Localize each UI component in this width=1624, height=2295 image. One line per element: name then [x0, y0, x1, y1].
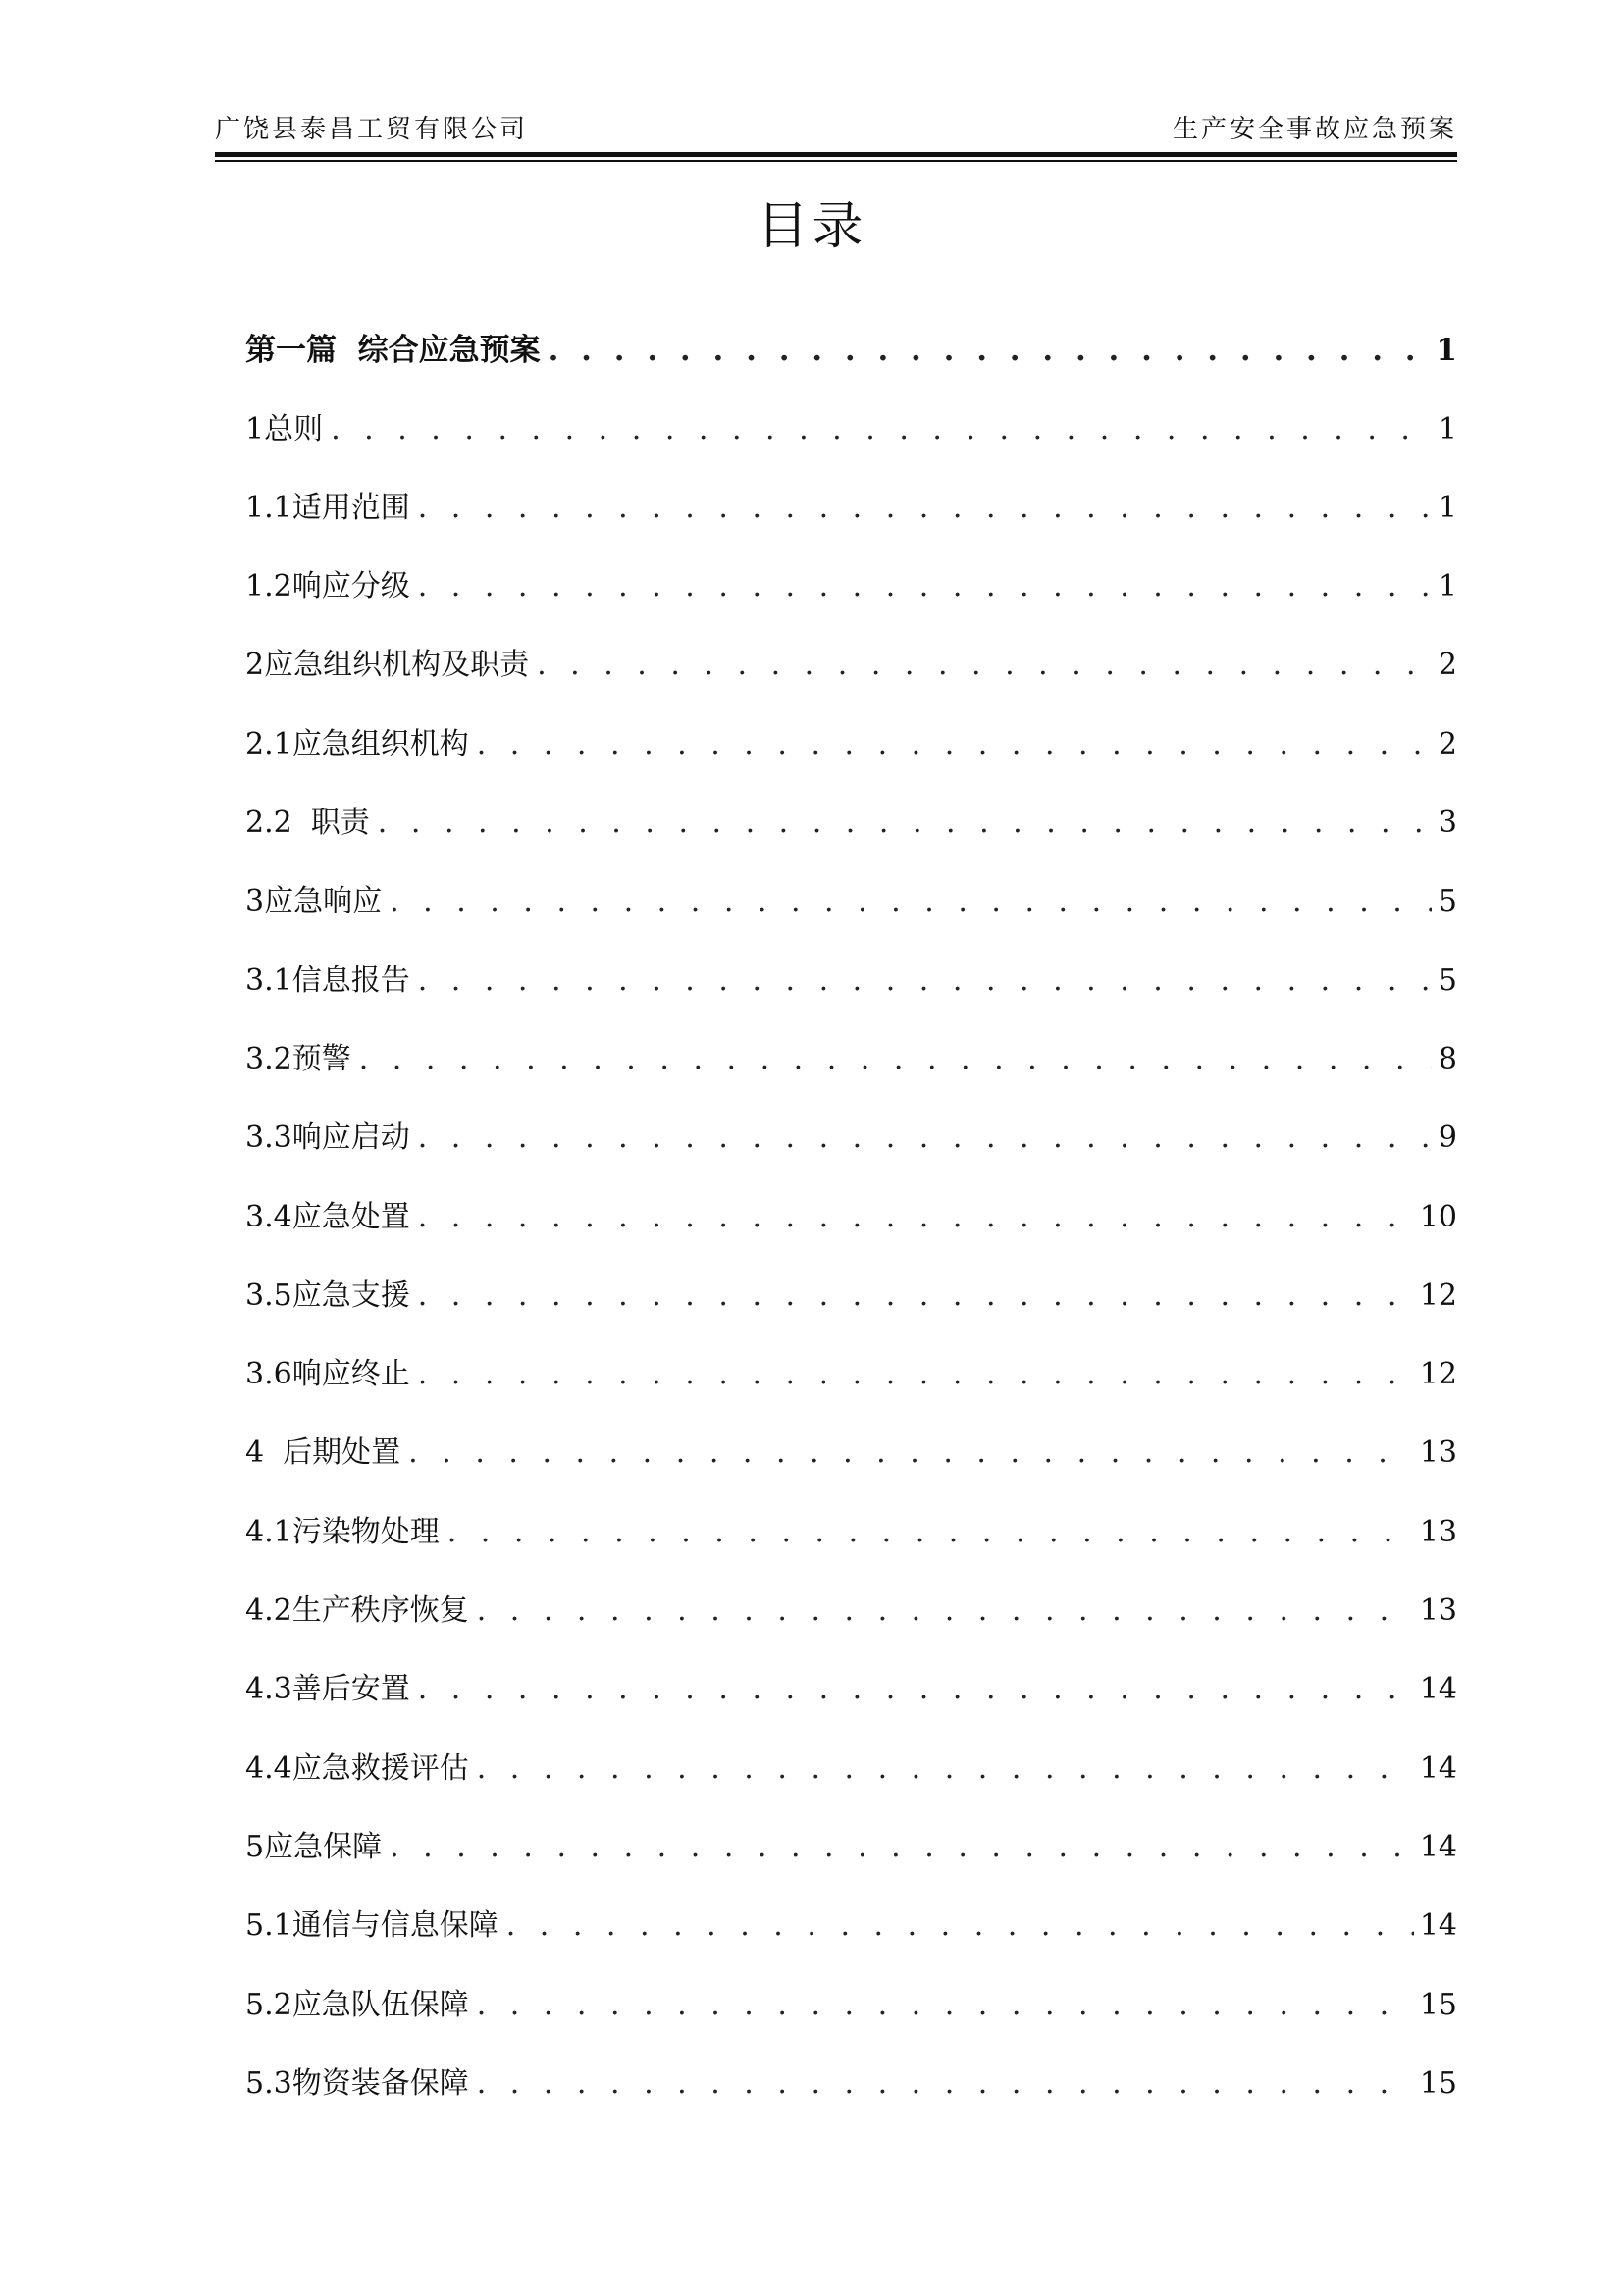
toc-entry[interactable]: [245, 449, 1457, 528]
toc-dot-leader: [447, 1513, 1414, 1552]
toc-title: 目录: [757, 197, 867, 256]
toc-dot-leader: [477, 1986, 1414, 2025]
table-of-contents: [245, 291, 1457, 2104]
toc-dot-leader: [378, 804, 1432, 843]
toc-entry-label: 第一篇 综合应急预案: [245, 333, 541, 369]
toc-dot-leader: [549, 331, 1431, 370]
toc-entry-page-number: 12: [1419, 1357, 1457, 1392]
toc-entry[interactable]: [245, 764, 1457, 843]
toc-dot-leader: [418, 1355, 1414, 1394]
toc-entry-label: 4.1污染物处理: [245, 1514, 440, 1549]
toc-entry-page-number: 8: [1438, 1041, 1457, 1076]
toc-entry-page-number: 10: [1419, 1199, 1457, 1234]
toc-entry[interactable]: [245, 1001, 1457, 1079]
toc-entry-label: 2.1应急组织机构: [245, 726, 469, 761]
page-header: [215, 110, 1457, 149]
toc-dot-leader: [506, 1906, 1414, 1946]
toc-entry-label: 3应急响应: [245, 884, 383, 919]
toc-dot-leader: [537, 646, 1432, 685]
toc-entry[interactable]: [245, 1158, 1457, 1236]
toc-entry-page-number: 14: [1419, 1672, 1457, 1707]
toc-entry-label: 1.2响应分级: [245, 569, 410, 604]
header-rule-thin: [215, 160, 1457, 162]
toc-entry-label: 5应急保障: [245, 1829, 383, 1864]
toc-entry-label: 4.4应急救援评估: [245, 1750, 469, 1786]
toc-entry[interactable]: [245, 2025, 1457, 2104]
toc-entry-page-number: 2: [1438, 726, 1457, 761]
toc-entry-page-number: 5: [1438, 963, 1457, 998]
toc-entry[interactable]: [245, 291, 1457, 370]
toc-entry[interactable]: [245, 1552, 1457, 1631]
toc-entry-label: 3.4应急处置: [245, 1199, 410, 1234]
toc-entry-label: 3.3响应启动: [245, 1121, 410, 1156]
toc-dot-leader: [418, 1198, 1414, 1237]
toc-entry-page-number: 14: [1419, 1829, 1457, 1864]
toc-entry-label: 1总则: [245, 411, 324, 446]
toc-entry-page-number: 13: [1419, 1593, 1457, 1629]
toc-entry-page-number: 9: [1438, 1121, 1457, 1156]
toc-entry-label: 3.6响应终止: [245, 1357, 410, 1392]
toc-entry[interactable]: [245, 370, 1457, 448]
toc-dot-leader: [418, 1277, 1414, 1316]
toc-entry[interactable]: [245, 606, 1457, 685]
toc-entry-label: 4.3善后安置: [245, 1672, 410, 1707]
toc-entry-page-number: 13: [1419, 1514, 1457, 1549]
toc-entry[interactable]: [245, 685, 1457, 763]
toc-entry[interactable]: [245, 1709, 1457, 1788]
toc-entry-label: 3.2预警: [245, 1041, 351, 1076]
toc-entry-page-number: 14: [1419, 1750, 1457, 1786]
header-company-name: 广饶县泰昌工贸有限公司: [215, 115, 529, 144]
toc-entry[interactable]: [245, 1631, 1457, 1709]
toc-dot-leader: [418, 1670, 1414, 1709]
toc-entry-page-number: 15: [1419, 2065, 1457, 2101]
toc-entry-label: 4 后期处置: [245, 1435, 401, 1471]
toc-entry-label: 1.1适用范围: [245, 490, 410, 525]
toc-dot-leader: [418, 489, 1432, 528]
toc-entry[interactable]: [245, 1789, 1457, 1867]
toc-entry[interactable]: [245, 1079, 1457, 1158]
toc-dot-leader: [331, 410, 1432, 449]
toc-entry-label: 5.2应急队伍保障: [245, 1987, 469, 2022]
toc-entry[interactable]: [245, 528, 1457, 606]
header-document-title: 生产安全事故应急预案: [1172, 115, 1457, 144]
toc-entry-page-number: 1: [1438, 569, 1457, 604]
toc-dot-leader: [477, 725, 1432, 764]
toc-dot-leader: [477, 2064, 1414, 2104]
toc-entry-label: 4.2生产秩序恢复: [245, 1593, 469, 1629]
toc-entry[interactable]: [245, 843, 1457, 921]
toc-entry[interactable]: [245, 921, 1457, 1000]
toc-entry-label: 3.5应急支援: [245, 1278, 410, 1313]
toc-entry-page-number: 1: [1436, 333, 1457, 369]
toc-dot-leader: [390, 1828, 1414, 1867]
toc-entry[interactable]: [245, 1946, 1457, 2024]
toc-entry-page-number: 15: [1419, 1987, 1457, 2022]
toc-entry[interactable]: [245, 1316, 1457, 1394]
toc-entry[interactable]: [245, 1394, 1457, 1473]
toc-entry[interactable]: [245, 1237, 1457, 1316]
toc-entry-page-number: 13: [1419, 1435, 1457, 1471]
toc-dot-leader: [390, 882, 1432, 921]
toc-entry-label: 2应急组织机构及职责: [245, 648, 530, 683]
toc-entry-label: 2.2 职责: [245, 806, 370, 841]
toc-entry[interactable]: [245, 1473, 1457, 1551]
toc-entry-page-number: 3: [1438, 806, 1457, 841]
toc-entry-page-number: 5: [1438, 884, 1457, 919]
toc-entry-label: 5.1通信与信息保障: [245, 1908, 498, 1944]
toc-dot-leader: [418, 962, 1432, 1001]
toc-entry-page-number: 1: [1438, 411, 1457, 446]
toc-entry-page-number: 2: [1438, 648, 1457, 683]
toc-entry-label: 3.1信息报告: [245, 963, 410, 998]
toc-entry-page-number: 12: [1419, 1278, 1457, 1313]
toc-dot-leader: [408, 1434, 1414, 1473]
header-rule-thick: [215, 152, 1457, 157]
toc-dot-leader: [359, 1040, 1432, 1079]
toc-dot-leader: [477, 1591, 1414, 1631]
toc-entry-page-number: 14: [1419, 1908, 1457, 1944]
toc-dot-leader: [477, 1749, 1414, 1789]
toc-dot-leader: [418, 567, 1432, 606]
toc-entry[interactable]: [245, 1867, 1457, 1946]
toc-entry-label: 5.3物资装备保障: [245, 2065, 469, 2101]
toc-dot-leader: [418, 1119, 1432, 1158]
toc-entry-page-number: 1: [1438, 490, 1457, 525]
